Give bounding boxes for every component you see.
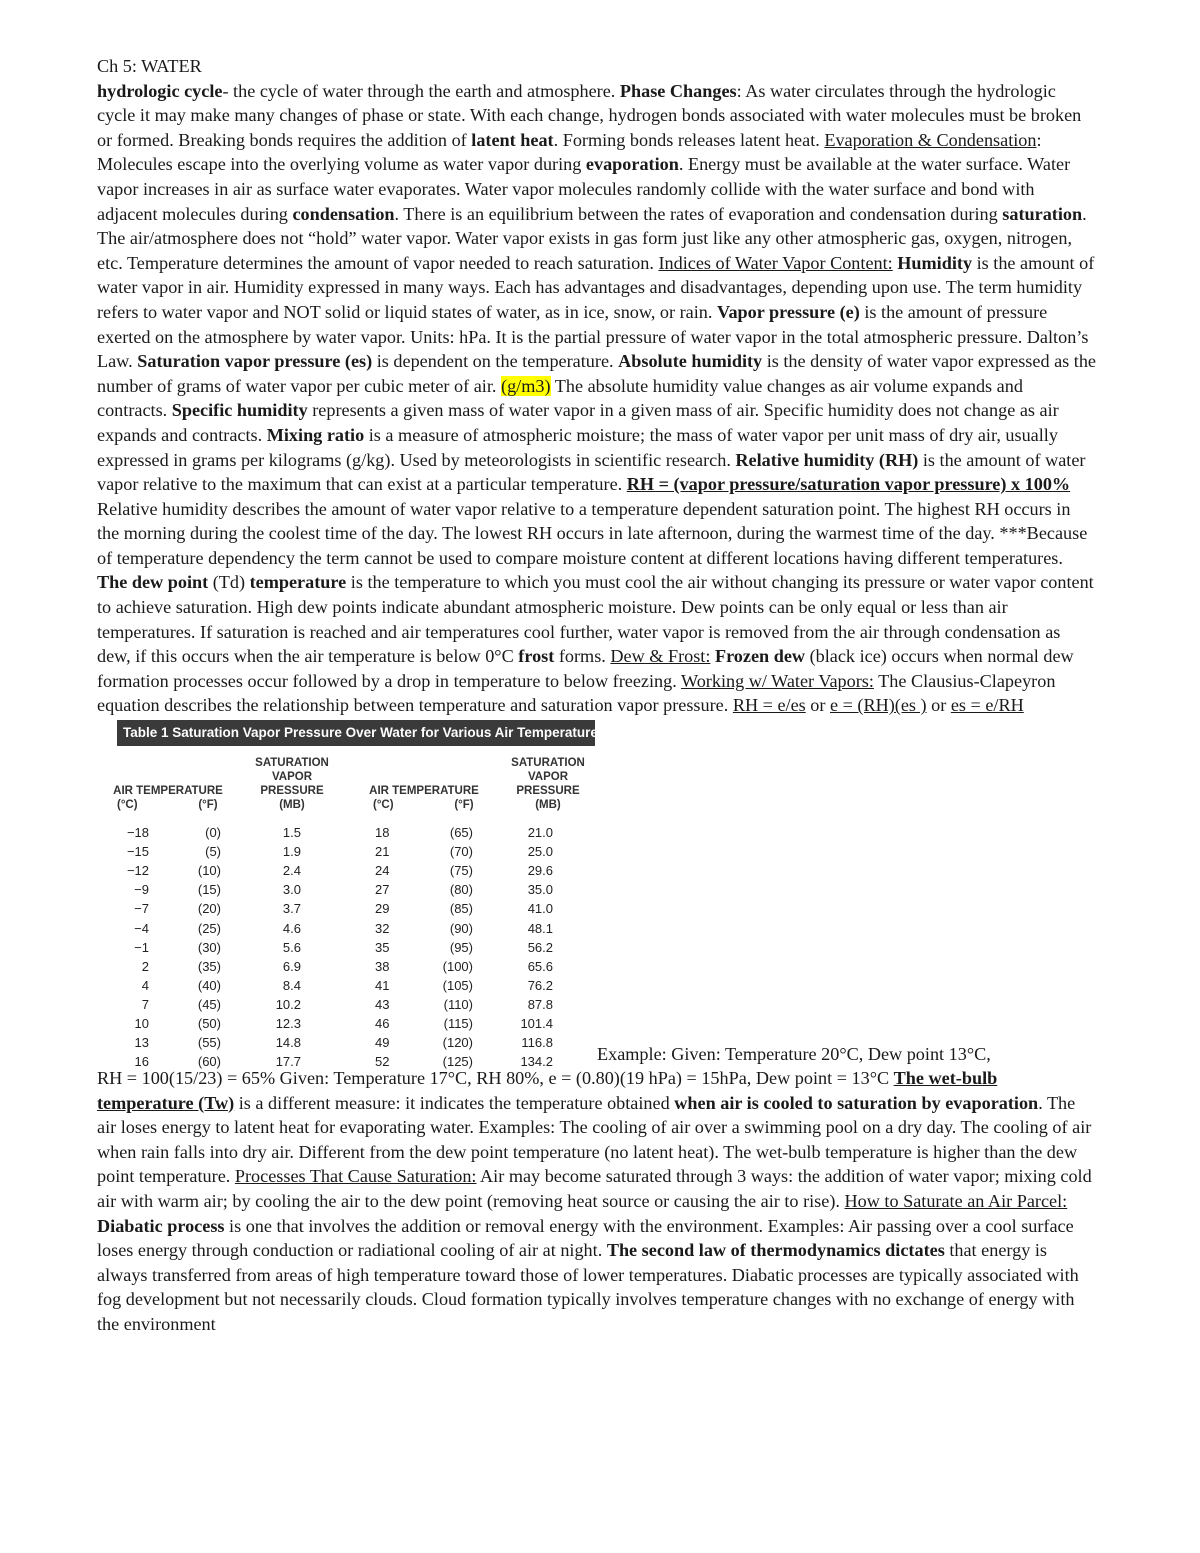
table-cell: 6.9 — [282, 958, 301, 974]
equation-e: e = (RH)(es ) — [829, 695, 927, 716]
table-cell: (50) — [197, 1015, 221, 1031]
header-c-right: (°C) — [373, 799, 394, 812]
col-right-celsius — [353, 823, 411, 1071]
table-cell: (70) — [449, 844, 473, 860]
table-cell: (115) — [443, 1015, 473, 1031]
heading-processes-saturation: Processes That Cause Saturation: — [234, 1166, 477, 1187]
table-cell: −7 — [134, 901, 149, 917]
heading-saturate-parcel: How to Saturate an Air Parcel: — [844, 1191, 1068, 1211]
header-air-temperature-left: AIR TEMPERATURE — [113, 785, 223, 798]
table-cell: 27 — [375, 882, 390, 898]
heading-indices: Indices of Water Vapor Content: — [658, 252, 893, 273]
col-left-celsius — [105, 823, 149, 1071]
table-cell: 2 — [141, 958, 149, 974]
term-wet-bulb: The wet-bulb temperature (Tw) — [97, 1068, 998, 1113]
table-cell: 1.5 — [282, 825, 301, 841]
term-relative-humidity: Relative humidity (RH) — [735, 449, 919, 470]
term-diabatic-process: Diabatic process — [97, 1215, 225, 1236]
term-dew-point: The dew point — [97, 572, 209, 593]
table-cell: 116.8 — [521, 1035, 553, 1051]
table-cell: 16 — [134, 1054, 149, 1070]
table-cell: 46 — [375, 1015, 390, 1031]
table-cell: (95) — [449, 939, 473, 955]
table-cell: 17.7 — [275, 1054, 301, 1070]
document-page — [97, 54, 1097, 1337]
table-cell: 21 — [375, 844, 390, 860]
table-cell: −15 — [126, 844, 149, 860]
equation-es: es = e/RH — [950, 695, 1024, 716]
heading-evaporation-condensation: Evaporation & Condensation — [824, 129, 1037, 150]
term-dew-point-temperature: temperature — [249, 572, 347, 593]
table-cell: 56.2 — [527, 939, 553, 955]
table-cell: (0) — [205, 825, 221, 841]
table-cell: 52 — [375, 1054, 390, 1070]
table-cell: 7 — [141, 996, 149, 1012]
paragraph-main: hydrologic cycle- the cycle of water through the earth and atmosphere. Phase Changes: As water circulates through the hydrologic cycle it may make many changes of phase or state. With each change, hydrogen bonds associated with water molecules must be broken or formed. Breaking bonds requires the addition of latent heat. Forming bonds releases latent heat. Evaporation & Condensation: Molecules escape into the overlying volume as water vapor during evaporation. Energy must be available at the water surface. Water vapor increases in air as surface water evaporates. Water vapor molecules randomly collide with the water surface and bond with adjacent molecules during condensation. There is an equilibrium between the rates of evaporation and condensation during saturation. The air/atmosphere does not “hold” water vapor. Water vapor exists in gas form just like any other atmospheric gas, oxygen, nitrogen, etc. Temperature determines the amount of vapor needed to reach saturation. Indices of Water Vapor Content: Humidity is the amount of water vapor in air. Humidity expressed in many ways. Each has advantages and disadvantages, depending upon use. The term humidity refers to water vapor and NOT solid or liquid states of water, as in ice, snow, or rain. Vapor pressure (e) is the amount of pressure exerted on the atmosphere by water vapor. Units: hPa. It is the partial pressure of water vapor in the total atmospheric pressure. Dalton’s Law. Saturation vapor pressure (es) is dependent on the temperature. Absolute humidity is the density of water vapor expressed as the number of grams of water vapor per cubic meter of air. (g/m3) The absolute humidity value changes as air volume expands and contracts. Specific humidity represents a given mass of water vapor in a given mass of air. Specific humidity does not change as air expands and contracts. Mixing ratio is a measure of atmospheric moisture; the mass of water vapor per unit mass of dry air, usually expressed in grams per kilograms (g/kg). Used by meteorologists in scientific research. Relative humidity (RH) is the amount of water vapor relative to the maximum that can exist at a particular temperature. RH = (vapor pressure/saturation vapor pressure) x 100% Relative humidity describes the amount of water vapor relative to a temperature dependent saturation point. The highest RH occurs in the morning during the coolest time of the day. The lowest RH occurs in late afternoon, during the warmest time of the day. ***Because of temperature dependency the term cannot be used to compare moisture content at different locations having different temperatures. The dew point (Td) temperature is the temperature to which you must cool the air without changing its pressure or water vapor content to achieve saturation. High dew points indicate abundant atmospheric moisture. Dew points can be only equal or less than air temperatures. If saturation is reached and air temperatures cool further, water vapor is removed from the air through condensation as dew, if this occurs when the air temperature is below 0°C frost forms. Dew & Frost: Frozen dew (black ice) occurs when normal dew formation processes occur followed by a drop in temperature to below freezing. Working w/ Water Vapors: The Clausius-Clapeyron equation describes the relationship between temperature and saturation vapor pressure. RH = e/es or e = (RH)(es ) or es = e/RH — [97, 80, 1096, 716]
header-f-right: (°F) — [454, 799, 474, 812]
table-cell: 10.2 — [275, 996, 301, 1012]
table-cell: (80) — [449, 882, 473, 898]
table-cell: 18 — [375, 825, 390, 841]
table-cell: 32 — [375, 920, 390, 936]
table-cell: 101.4 — [520, 1015, 553, 1031]
table-cell: (100) — [442, 958, 473, 974]
term-absolute-humidity: Absolute humidity — [618, 351, 763, 372]
table-cell: 10 — [134, 1015, 149, 1031]
table-cell: 3.7 — [282, 901, 301, 917]
table-cell: 24 — [375, 863, 390, 879]
table-cell: (120) — [442, 1035, 473, 1051]
table-cell: 1.9 — [282, 844, 301, 860]
table-cell: 48.1 — [527, 920, 553, 936]
table-cell: 35 — [375, 939, 390, 955]
table-cell: 41 — [375, 977, 390, 993]
table-cell: −9 — [134, 882, 149, 898]
table-cell: 29.6 — [527, 863, 553, 879]
table-cell: 43 — [375, 996, 390, 1012]
table-cell: 3.0 — [282, 882, 301, 898]
table-title: Table 1 Saturation Vapor Pressure Over Water for Various Air Temperatures — [117, 720, 595, 746]
table-cell: (20) — [197, 901, 221, 917]
table-cell: (110) — [443, 996, 473, 1012]
table-cell: (125) — [442, 1054, 473, 1070]
table-cell: 41.0 — [527, 901, 553, 917]
table-cell: 13 — [134, 1035, 149, 1051]
table-cell: 2.4 — [282, 863, 301, 879]
term-vapor-pressure: Vapor pressure (e) — [717, 301, 860, 322]
table-cell: 25.0 — [527, 844, 553, 860]
heading-working-vapors: Working w/ Water Vapors: — [681, 670, 874, 691]
equation-rh: RH = e/es — [732, 695, 806, 716]
table-cell: (75) — [449, 863, 473, 879]
table-cell: (65) — [449, 825, 473, 841]
col-left-pressure — [257, 823, 301, 1071]
paragraph-after-table: RH = 100(15/23) = 65% Given: Temperature 17°C, RH 80%, e = (0.80)(19 hPa) = 15hPa, Dew point = 13°C The wet-bulb temperature (Tw) is a different measure: it indicates the temperature obtained when air is cooled to saturation by evaporation. The air loses energy to latent heat for evaporating water. Examples: The cooling of air over a swimming pool on a dry day. The cooling of air when rain falls into dry air. Different from the dew point temperature (no latent heat). The wet-bulb temperature is higher than the dew point temperature. Processes That Cause Saturation: Air may become saturated through 3 ways: the addition of water vapor; mixing cold air with warm air; by cooling the air to the dew point (removing heat source or causing the air to rise). How to Saturate an Air Parcel: Diabatic process is one that involves the addition or removal energy with the environment. Examples: Air passing over a cool surface loses energy through conduction or radiational cooling of air at night. The second law of thermodynamics dictates that energy is always transferred from areas of high temperature toward those of lower temperatures. Diabatic processes are typically associated with fog development but not necessarily clouds. Cloud formation typically involves temperature changes with no exchange of energy with the environment — [97, 1068, 1092, 1334]
table-cell: 65.6 — [527, 958, 553, 974]
table-cell: (55) — [197, 1035, 221, 1051]
term-saturation: saturation — [1002, 203, 1083, 224]
table-cell: 134.2 — [520, 1054, 553, 1070]
term-specific-humidity: Specific humidity — [171, 400, 308, 421]
term-hydrologic-cycle: hydrologic cycle — [97, 80, 223, 101]
heading-dew-frost: Dew & Frost: — [610, 646, 711, 667]
header-c-left: (°C) — [117, 799, 138, 812]
table-cell: 5.6 — [282, 939, 301, 955]
table-cell: (30) — [197, 939, 221, 955]
header-f-left: (°F) — [198, 799, 218, 812]
table-cell: 87.8 — [527, 996, 553, 1012]
term-latent-heat: latent heat — [471, 129, 554, 150]
col-left-fahrenheit — [177, 823, 221, 1071]
term-second-law: The second law of thermodynamics dictates — [606, 1240, 945, 1261]
table-cell: 14.8 — [275, 1035, 301, 1051]
table-figure — [97, 720, 1097, 1070]
table-cell: 49 — [375, 1035, 390, 1051]
table-cell: (85) — [449, 901, 473, 917]
table-cell: 4.6 — [282, 920, 301, 936]
header-svp-left: SATURATION VAPOR PRESSURE (MB) — [255, 757, 329, 812]
term-phase-changes: Phase Changes — [619, 80, 737, 101]
table-cell: −18 — [126, 825, 149, 841]
term-cooled-by-evaporation: when air is cooled to saturation by evaporation — [674, 1092, 1039, 1113]
table-cell: 35.0 — [527, 882, 553, 898]
table-cell: (105) — [442, 977, 473, 993]
table-cell: −4 — [134, 920, 149, 936]
table-cell: −1 — [134, 939, 149, 955]
saturation-vapor-table — [97, 720, 606, 1070]
table-cell: (40) — [197, 977, 221, 993]
table-cell: −12 — [126, 863, 149, 879]
col-right-fahrenheit — [427, 823, 473, 1071]
table-cell: 76.2 — [527, 977, 553, 993]
table-cell: (35) — [197, 958, 221, 974]
table-cell: (45) — [197, 996, 221, 1012]
term-frozen-dew: Frozen dew — [714, 646, 806, 667]
term-saturation-vapor-pressure: Saturation vapor pressure (es) — [137, 351, 373, 372]
header-svp-right: SATURATION VAPOR PRESSURE (MB) — [511, 757, 585, 812]
term-evaporation: evaporation — [585, 154, 679, 175]
term-frost: frost — [518, 646, 555, 667]
table-cell: 29 — [375, 901, 390, 917]
table-cell: (90) — [449, 920, 473, 936]
term-humidity: Humidity — [897, 252, 973, 273]
table-cell: (10) — [197, 863, 221, 879]
table-cell: (5) — [205, 844, 221, 860]
term-mixing-ratio: Mixing ratio — [266, 424, 365, 445]
chapter-title: Ch 5: WATER — [97, 56, 202, 76]
table-cell: 21.0 — [527, 825, 553, 841]
table-cell: (60) — [197, 1054, 221, 1070]
table-cell: (15) — [197, 882, 221, 898]
table-cell: 4 — [141, 977, 149, 993]
example-text: Example: Given: Temperature 20°C, Dew point 13°C, — [597, 1044, 991, 1065]
rh-formula: RH = (vapor pressure/saturation vapor pressure) x 100% — [626, 474, 1071, 495]
header-air-temperature-right: AIR TEMPERATURE — [369, 785, 479, 798]
table-cell: (25) — [197, 920, 221, 936]
table-cell: 8.4 — [282, 977, 301, 993]
highlighted-unit: (g/m3) — [501, 375, 551, 396]
col-right-pressure — [507, 823, 553, 1071]
table-cell: 12.3 — [275, 1015, 301, 1031]
term-condensation: condensation — [292, 203, 395, 224]
table-cell: 38 — [375, 958, 390, 974]
